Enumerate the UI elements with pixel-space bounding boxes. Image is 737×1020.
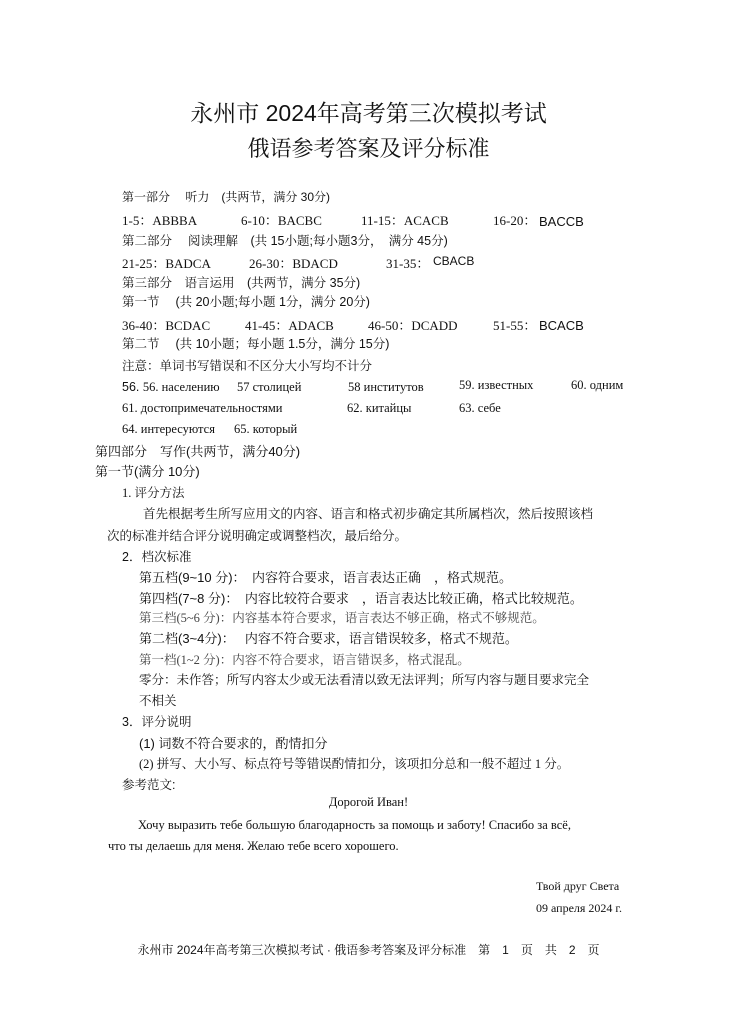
note-1: (1) 词数不符合要求的，酌情扣分 xyxy=(139,736,328,751)
answer-51-55: BCACB xyxy=(539,318,584,333)
fill-57: 57 столицей xyxy=(237,380,302,394)
part3-section1: 第一节 (共 20小题;每小题 1分，满分 20分) xyxy=(122,295,370,309)
grade-3: 第三档(5~6 分)：内容基本符合要求，语言表达不够正确，格式不够规范。 xyxy=(139,611,545,625)
answer-41-45: 41-45：ADACB xyxy=(245,318,334,333)
page-footer: 永州市 2024年高考第三次模拟考试 · 俄语参考答案及评分标准 第 1 页 共 2 页 xyxy=(137,943,600,957)
answer-21-25: 21-25：BADCA xyxy=(122,256,211,271)
letter-body-line-2: что ты делаешь для меня. Желаю тебе всего хорошего. xyxy=(108,839,399,853)
zero-line-2: 不相关 xyxy=(139,694,177,708)
answer-31-35: CBACB xyxy=(433,254,475,268)
answer-11-15: 11-15：ACACB xyxy=(361,213,449,228)
note-2: (2) 拼写、大小写、标点符号等错误酌情扣分，该项扣分总和一般不超过 1 分。 xyxy=(139,757,570,771)
fill-59: 59. известных xyxy=(459,378,534,392)
fill-63: 63. себе xyxy=(459,401,501,415)
method-line-1: 首先根据考生所写应用文的内容、语言和格式初步确定其所属档次，然后按照该档 xyxy=(143,507,594,521)
answer-36-40: 36-40：BCDAC xyxy=(122,318,211,333)
answer-26-30: 26-30：BDACD xyxy=(249,256,338,271)
fill-56: 56. 56. населению xyxy=(122,380,220,394)
page-subtitle: 俄语参考答案及评分标准 xyxy=(247,136,490,161)
grade-1: 第一档(1~2 分)：内容不符合要求，语言错误多，格式混乱。 xyxy=(139,653,470,667)
grade-5: 第五档(9~10 分)： 内容符合要求，语言表达正确 ，格式规范。 xyxy=(139,570,513,585)
letter-body-line-1: Хочу выразить тебе большую благодарность за помощь и заботу! Спасибо за всё, xyxy=(138,818,571,832)
answer-51-55-label: 51-55： xyxy=(493,318,537,333)
method-title: 1. 评分方法 xyxy=(122,486,185,500)
zero-line-1: 零分：未作答；所写内容太少或无法看清以致无法评判；所写内容与题目要求完全 xyxy=(139,673,590,687)
fill-61: 61. достопримечательностями xyxy=(122,401,283,415)
answer-16-20-label: 16-20： xyxy=(493,213,537,228)
notes-title: 3．评分说明 xyxy=(122,715,192,729)
part2-header: 第二部分 阅读理解 (共 15小题;每小题3分， 满分 45分) xyxy=(122,234,448,248)
fill-58: 58 институтов xyxy=(348,380,424,394)
letter-greeting: Дорогой Иван! xyxy=(328,795,409,809)
sample-title: 参考范文: xyxy=(122,778,176,792)
method-line-2: 次的标准并结合评分说明确定或调整档次，最后给分。 xyxy=(107,529,408,543)
answer-46-50: 46-50：DCADD xyxy=(368,318,458,333)
part1-header: 第一部分 听力 (共两节，满分 30分) xyxy=(122,190,331,204)
grade-2: 第二档(3~4分)： 内容不符合要求，语言错误较多，格式不规范。 xyxy=(139,631,518,646)
part4-section1: 第一节(满分 10分) xyxy=(95,464,200,479)
fill-56-text: 56. населению xyxy=(142,380,220,394)
fill-64: 64. интересуются xyxy=(122,422,215,436)
part3-section2: 第二节 (共 10小题；每小题 1.5分，满分 15分) xyxy=(122,337,390,351)
answer-16-20: BACCB xyxy=(539,214,584,229)
letter-date: 09 апреля 2024 г. xyxy=(536,901,622,915)
fill-65: 65. который xyxy=(234,422,298,436)
grade-title: 2．档次标准 xyxy=(122,550,192,564)
answer-31-35-label: 31-35： xyxy=(386,256,430,271)
part3-note: 注意：单词书写错误和不区分大小写均不计分 xyxy=(122,359,373,373)
fill-62: 62. китайцы xyxy=(347,401,412,415)
part3-header: 第三部分 语言运用 (共两节，满分 35分) xyxy=(122,276,361,290)
letter-signoff: Твой друг Света xyxy=(536,879,620,893)
fill-60: 60. одним xyxy=(571,378,624,392)
answer-1-5: 1-5：ABBBA xyxy=(122,213,198,228)
part4-header: 第四部分 写作(共两节，满分40分) xyxy=(95,444,301,459)
answer-6-10: 6-10：BACBC xyxy=(241,213,322,228)
page-title: 永州市 2024年高考第三次模拟考试 xyxy=(190,100,547,126)
grade-4: 第四档(7~8 分)： 内容比较符合要求 ，语言表达比较正确，格式比较规范。 xyxy=(139,591,583,606)
